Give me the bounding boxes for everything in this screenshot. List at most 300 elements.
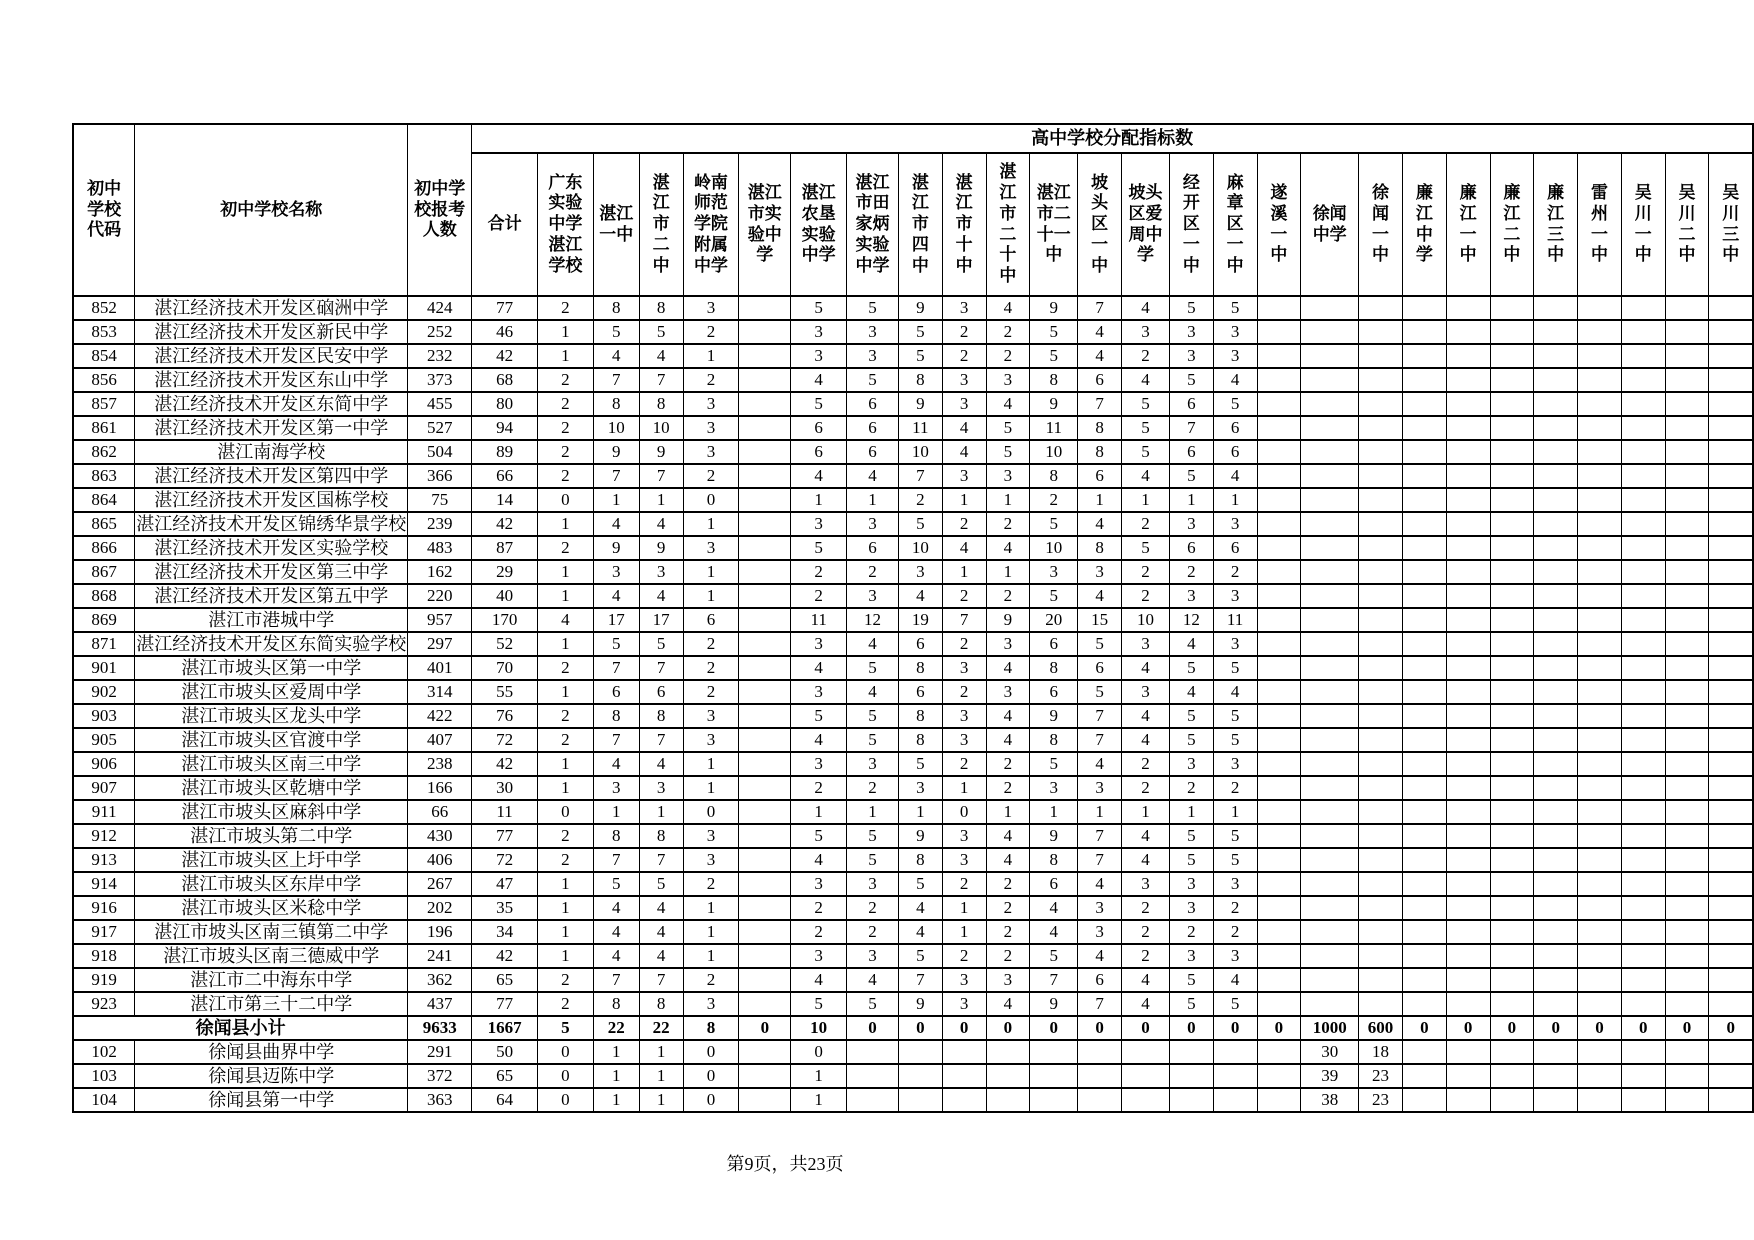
- cell-value: 5: [791, 392, 847, 416]
- cell-value: [1490, 632, 1534, 656]
- cell-value: [1490, 992, 1534, 1016]
- cell-value: 1: [942, 920, 986, 944]
- cell-value: 5: [1030, 752, 1078, 776]
- cell-value: [739, 656, 791, 680]
- cell-value: 8: [593, 296, 639, 320]
- cell-value: [1578, 560, 1622, 584]
- cell-value: 3: [1213, 320, 1257, 344]
- cell-value: 6: [593, 680, 639, 704]
- cell-value: [1301, 560, 1359, 584]
- cell-value: [1578, 824, 1622, 848]
- cell-value: [1578, 968, 1622, 992]
- cell-value: [1301, 824, 1359, 848]
- cell-value: [1301, 800, 1359, 824]
- cell-value: 2: [986, 776, 1030, 800]
- cell-value: [1490, 848, 1534, 872]
- cell-value: [739, 968, 791, 992]
- cell-value: 0: [898, 1016, 942, 1040]
- cell-total: 42: [472, 752, 538, 776]
- cell-value: [1257, 296, 1301, 320]
- cell-value: 2: [537, 968, 593, 992]
- cell-value: [1490, 488, 1534, 512]
- cell-value: 1: [986, 488, 1030, 512]
- cell-code: 917: [73, 920, 135, 944]
- cell-value: 8: [639, 824, 683, 848]
- cell-applicants: 424: [408, 296, 472, 320]
- cell-value: 4: [986, 656, 1030, 680]
- cell-value: 3: [791, 752, 847, 776]
- cell-value: 9: [898, 296, 942, 320]
- table-row: [73, 704, 1753, 728]
- cell-value: [1359, 752, 1403, 776]
- cell-value: [1490, 896, 1534, 920]
- cell-value: 2: [986, 944, 1030, 968]
- cell-value: 5: [1122, 536, 1170, 560]
- cell-value: [1402, 680, 1446, 704]
- cell-value: [739, 944, 791, 968]
- cell-value: 2: [1213, 896, 1257, 920]
- cell-value: [1665, 416, 1709, 440]
- cell-value: [1621, 488, 1665, 512]
- cell-value: 1: [683, 512, 739, 536]
- cell-value: [1402, 992, 1446, 1016]
- cell-value: 7: [593, 848, 639, 872]
- cell-value: [1709, 752, 1753, 776]
- cell-value: [1621, 1064, 1665, 1088]
- cell-value: [1621, 368, 1665, 392]
- cell-value: [1621, 392, 1665, 416]
- cell-value: [1257, 464, 1301, 488]
- cell-value: [1578, 848, 1622, 872]
- cell-value: [1578, 992, 1622, 1016]
- cell-value: 5: [898, 944, 942, 968]
- cell-value: 4: [898, 584, 942, 608]
- cell-value: 0: [537, 1064, 593, 1088]
- cell-value: [1359, 440, 1403, 464]
- cell-value: [1578, 296, 1622, 320]
- cell-value: 3: [1122, 680, 1170, 704]
- header-row-group: [73, 124, 1753, 153]
- cell-total: 80: [472, 392, 538, 416]
- cell-value: [1301, 752, 1359, 776]
- col-header-school: 遂溪一中: [1257, 153, 1301, 296]
- cell-value: 2: [537, 992, 593, 1016]
- cell-value: [1490, 1064, 1534, 1088]
- cell-value: 2: [1122, 584, 1170, 608]
- cell-value: 4: [898, 896, 942, 920]
- cell-value: [1257, 1064, 1301, 1088]
- cell-value: 1: [986, 800, 1030, 824]
- cell-total: 170: [472, 608, 538, 632]
- cell-value: 3: [942, 296, 986, 320]
- cell-value: 5: [1122, 416, 1170, 440]
- cell-value: [739, 632, 791, 656]
- col-header-school: 麻章区一中: [1213, 153, 1257, 296]
- cell-value: [1446, 512, 1490, 536]
- cell-value: 9: [986, 608, 1030, 632]
- cell-value: 6: [1078, 656, 1122, 680]
- cell-value: [1257, 584, 1301, 608]
- cell-value: 3: [1213, 512, 1257, 536]
- cell-value: 1: [639, 1064, 683, 1088]
- cell-value: 7: [1078, 704, 1122, 728]
- cell-value: 3: [1122, 632, 1170, 656]
- cell-value: [1402, 1064, 1446, 1088]
- cell-code: 923: [73, 992, 135, 1016]
- cell-school-name: 湛江市坡头区第一中学: [135, 656, 408, 680]
- cell-value: 10: [898, 440, 942, 464]
- table-header: [73, 124, 1753, 296]
- cell-value: [1301, 584, 1359, 608]
- cell-value: 8: [639, 392, 683, 416]
- cell-value: [1301, 968, 1359, 992]
- cell-value: [1301, 848, 1359, 872]
- cell-value: 6: [791, 416, 847, 440]
- cell-value: [1446, 1064, 1490, 1088]
- cell-value: 2: [942, 752, 986, 776]
- cell-value: 4: [791, 848, 847, 872]
- cell-value: 0: [791, 1040, 847, 1064]
- cell-value: 9: [898, 992, 942, 1016]
- cell-value: 2: [683, 320, 739, 344]
- cell-value: 1: [986, 560, 1030, 584]
- cell-value: [1359, 536, 1403, 560]
- cell-value: 3: [1030, 776, 1078, 800]
- cell-value: 2: [942, 344, 986, 368]
- cell-value: 7: [898, 968, 942, 992]
- cell-code: 871: [73, 632, 135, 656]
- cell-value: 4: [593, 920, 639, 944]
- cell-value: 8: [898, 728, 942, 752]
- cell-value: [1301, 896, 1359, 920]
- cell-value: [1402, 848, 1446, 872]
- cell-value: 4: [986, 728, 1030, 752]
- cell-value: 6: [1213, 416, 1257, 440]
- cell-value: 7: [593, 968, 639, 992]
- cell-value: [1122, 1088, 1170, 1112]
- cell-value: [739, 1040, 791, 1064]
- cell-value: 1: [942, 896, 986, 920]
- cell-value: [1359, 344, 1403, 368]
- cell-value: 5: [1213, 824, 1257, 848]
- cell-value: 9: [1030, 992, 1078, 1016]
- cell-value: 4: [1078, 584, 1122, 608]
- cell-value: 17: [639, 608, 683, 632]
- cell-value: [1257, 488, 1301, 512]
- cell-value: [1621, 1088, 1665, 1112]
- cell-value: 5: [1122, 392, 1170, 416]
- cell-value: 5: [847, 848, 899, 872]
- cell-applicants: 406: [408, 848, 472, 872]
- cell-code: 856: [73, 368, 135, 392]
- cell-value: 2: [986, 752, 1030, 776]
- cell-value: [1490, 608, 1534, 632]
- cell-code: 907: [73, 776, 135, 800]
- cell-value: [1257, 416, 1301, 440]
- cell-value: [1665, 440, 1709, 464]
- cell-value: 5: [898, 320, 942, 344]
- cell-value: [1534, 704, 1578, 728]
- cell-value: 5: [898, 512, 942, 536]
- cell-value: [1257, 440, 1301, 464]
- cell-value: 5: [847, 992, 899, 1016]
- cell-value: [1257, 800, 1301, 824]
- cell-total: 30: [472, 776, 538, 800]
- cell-value: 5: [639, 872, 683, 896]
- cell-value: 7: [942, 608, 986, 632]
- cell-value: 3: [791, 872, 847, 896]
- cell-value: [1621, 920, 1665, 944]
- cell-value: 4: [986, 536, 1030, 560]
- cell-value: 9: [1030, 392, 1078, 416]
- cell-value: 7: [639, 848, 683, 872]
- cell-value: 2: [942, 632, 986, 656]
- cell-value: [1359, 728, 1403, 752]
- cell-total: 64: [472, 1088, 538, 1112]
- col-header-school: 廉江一中: [1446, 153, 1490, 296]
- table-row: [73, 296, 1753, 320]
- cell-value: 4: [639, 584, 683, 608]
- cell-value: 1: [942, 776, 986, 800]
- cell-value: 3: [639, 776, 683, 800]
- cell-value: [1490, 824, 1534, 848]
- table-row: [73, 320, 1753, 344]
- cell-value: [1257, 752, 1301, 776]
- cell-value: 5: [1169, 824, 1213, 848]
- cell-value: [1534, 968, 1578, 992]
- cell-value: 4: [1213, 680, 1257, 704]
- cell-value: 2: [537, 416, 593, 440]
- cell-value: 3: [942, 968, 986, 992]
- cell-value: [1446, 656, 1490, 680]
- cell-school-name: 湛江经济技术开发区东山中学: [135, 368, 408, 392]
- cell-value: 6: [847, 440, 899, 464]
- cell-value: [1490, 536, 1534, 560]
- cell-value: [898, 1040, 942, 1064]
- cell-value: 2: [791, 776, 847, 800]
- cell-value: [1534, 416, 1578, 440]
- cell-value: 38: [1301, 1088, 1359, 1112]
- cell-code: 914: [73, 872, 135, 896]
- cell-value: 0: [1578, 1016, 1622, 1040]
- cell-value: 4: [1122, 464, 1170, 488]
- cell-value: 2: [1213, 776, 1257, 800]
- cell-value: 3: [791, 944, 847, 968]
- table-row: [73, 392, 1753, 416]
- cell-value: 1: [791, 488, 847, 512]
- cell-value: 6: [1169, 536, 1213, 560]
- cell-total: 55: [472, 680, 538, 704]
- cell-value: [1709, 488, 1753, 512]
- cell-value: 8: [683, 1016, 739, 1040]
- cell-value: 5: [1078, 680, 1122, 704]
- cell-value: 2: [1122, 752, 1170, 776]
- cell-value: 1: [537, 896, 593, 920]
- cell-value: 1: [683, 344, 739, 368]
- cell-value: 4: [639, 752, 683, 776]
- cell-code: 861: [73, 416, 135, 440]
- cell-value: 1: [639, 1040, 683, 1064]
- cell-value: 3: [986, 632, 1030, 656]
- cell-applicants: 372: [408, 1064, 472, 1088]
- cell-value: [1621, 608, 1665, 632]
- col-header-school: 湛江市十中: [942, 153, 986, 296]
- cell-value: 8: [593, 704, 639, 728]
- cell-value: 2: [986, 344, 1030, 368]
- cell-value: [1490, 320, 1534, 344]
- cell-value: [1578, 1064, 1622, 1088]
- cell-value: 4: [791, 368, 847, 392]
- cell-value: [1665, 584, 1709, 608]
- cell-value: [1490, 464, 1534, 488]
- cell-value: 9: [639, 536, 683, 560]
- cell-value: 7: [639, 968, 683, 992]
- cell-value: 3: [942, 992, 986, 1016]
- table-row: [73, 440, 1753, 464]
- cell-total: 89: [472, 440, 538, 464]
- cell-value: [1446, 800, 1490, 824]
- cell-value: 0: [1122, 1016, 1170, 1040]
- cell-value: [1169, 1088, 1213, 1112]
- cell-total: 34: [472, 920, 538, 944]
- cell-value: 5: [1213, 728, 1257, 752]
- cell-value: 6: [1030, 632, 1078, 656]
- cell-value: 2: [791, 560, 847, 584]
- cell-value: 0: [537, 488, 593, 512]
- table-row: [73, 632, 1753, 656]
- cell-value: 4: [1169, 632, 1213, 656]
- cell-code: 865: [73, 512, 135, 536]
- cell-value: 3: [898, 560, 942, 584]
- cell-value: [1257, 560, 1301, 584]
- cell-value: 0: [739, 1016, 791, 1040]
- cell-value: 8: [593, 824, 639, 848]
- cell-value: [1534, 752, 1578, 776]
- cell-value: 2: [1122, 944, 1170, 968]
- cell-school-name: 湛江南海学校: [135, 440, 408, 464]
- cell-value: [1078, 1088, 1122, 1112]
- cell-value: [739, 608, 791, 632]
- cell-value: [1490, 296, 1534, 320]
- allocation-table: [72, 123, 1754, 1113]
- cell-school-name: 徐闻县曲界中学: [135, 1040, 408, 1064]
- cell-value: 3: [986, 680, 1030, 704]
- cell-applicants: 166: [408, 776, 472, 800]
- cell-value: 6: [1078, 968, 1122, 992]
- cell-school-name: 湛江市坡头区龙头中学: [135, 704, 408, 728]
- cell-value: 1: [639, 1088, 683, 1112]
- cell-code: 916: [73, 896, 135, 920]
- cell-code: 905: [73, 728, 135, 752]
- cell-value: [1402, 728, 1446, 752]
- cell-value: 10: [639, 416, 683, 440]
- col-header-school: 湛江市实验中学: [739, 153, 791, 296]
- cell-value: 4: [639, 344, 683, 368]
- cell-school-name: 湛江经济技术开发区硇洲中学: [135, 296, 408, 320]
- cell-value: [1490, 392, 1534, 416]
- table-row: [73, 368, 1753, 392]
- cell-value: 5: [791, 824, 847, 848]
- cell-value: [1621, 320, 1665, 344]
- cell-value: 22: [593, 1016, 639, 1040]
- cell-value: 4: [593, 584, 639, 608]
- cell-applicants: 401: [408, 656, 472, 680]
- cell-value: 2: [537, 824, 593, 848]
- cell-value: 2: [942, 680, 986, 704]
- cell-value: 10: [1122, 608, 1170, 632]
- col-header-school: 湛江农垦实验中学: [791, 153, 847, 296]
- col-header-school: 湛江市田家炳实验中学: [847, 153, 899, 296]
- cell-value: [1257, 632, 1301, 656]
- cell-value: 2: [898, 488, 942, 512]
- cell-value: 5: [898, 752, 942, 776]
- cell-value: 1: [847, 800, 899, 824]
- cell-school-name: 湛江市港城中学: [135, 608, 408, 632]
- cell-value: 5: [1213, 992, 1257, 1016]
- col-header-school: 廉江中学: [1402, 153, 1446, 296]
- cell-value: [1402, 896, 1446, 920]
- cell-value: [1578, 944, 1622, 968]
- cell-applicants: 75: [408, 488, 472, 512]
- cell-value: [1665, 656, 1709, 680]
- cell-value: 3: [683, 728, 739, 752]
- cell-value: [1301, 728, 1359, 752]
- cell-value: 6: [1030, 872, 1078, 896]
- cell-value: 2: [1122, 344, 1170, 368]
- cell-value: [1402, 536, 1446, 560]
- table-row: [73, 536, 1753, 560]
- cell-value: 0: [683, 1088, 739, 1112]
- cell-value: [1301, 920, 1359, 944]
- cell-value: 23: [1359, 1064, 1403, 1088]
- cell-value: 20: [1030, 608, 1078, 632]
- cell-value: [1446, 848, 1490, 872]
- cell-value: 3: [1169, 872, 1213, 896]
- cell-value: [1490, 1088, 1534, 1112]
- cell-value: [1665, 824, 1709, 848]
- cell-total: 76: [472, 704, 538, 728]
- cell-value: [739, 776, 791, 800]
- cell-value: [1446, 776, 1490, 800]
- cell-value: [1446, 968, 1490, 992]
- cell-value: 4: [1078, 344, 1122, 368]
- cell-value: 8: [1030, 848, 1078, 872]
- cell-value: [1257, 536, 1301, 560]
- cell-value: [1257, 704, 1301, 728]
- cell-value: [1665, 776, 1709, 800]
- cell-value: 7: [1078, 992, 1122, 1016]
- cell-applicants: 238: [408, 752, 472, 776]
- cell-value: [1709, 1040, 1753, 1064]
- cell-value: 0: [1665, 1016, 1709, 1040]
- cell-value: 3: [1213, 872, 1257, 896]
- cell-value: 5: [1030, 512, 1078, 536]
- cell-value: [1257, 608, 1301, 632]
- cell-value: 3: [847, 872, 899, 896]
- cell-value: 2: [942, 512, 986, 536]
- cell-value: [1665, 344, 1709, 368]
- cell-value: 3: [986, 368, 1030, 392]
- cell-value: [942, 1040, 986, 1064]
- cell-total: 52: [472, 632, 538, 656]
- cell-value: 2: [683, 968, 739, 992]
- cell-value: 3: [791, 512, 847, 536]
- cell-value: 3: [847, 944, 899, 968]
- cell-value: 1: [1213, 800, 1257, 824]
- cell-value: [1359, 368, 1403, 392]
- cell-value: 0: [537, 1088, 593, 1112]
- cell-value: 3: [791, 344, 847, 368]
